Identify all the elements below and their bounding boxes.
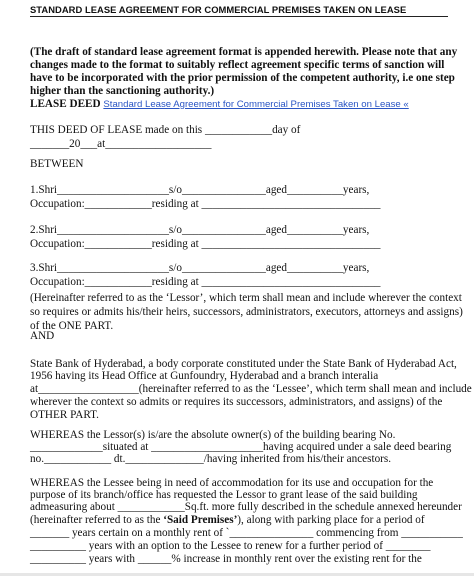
clause-text: (hereinafter referred to as the [30,514,161,526]
party-line: Occupation:____________residing at ________________________________ [30,238,381,250]
whereas-clause: WHEREAS the Lessor(s) is/are the absolute owner(s) of the building bearing No. [30,429,396,441]
lessor-clause: of the ONE PART. [30,320,114,332]
party-line: 1.Shri____________________s/o_______________aged__________years, [30,184,370,196]
said-premises-term: ‘Said Premises’ [163,514,238,526]
deed-line: THIS DEED OF LEASE made on this ____________day of [30,124,301,136]
document-header: STANDARD LEASE AGREEMENT FOR COMMERCIAL PREMISES TAKEN ON LEASE [30,4,407,15]
party-line: 2.Shri____________________s/o_______________aged__________years, [30,224,370,236]
party-line: Occupation:____________residing at ________________________________ [30,198,381,210]
whereas-clause: __________ years with an option to the Lessee to renew for a further period of ________ [30,540,431,552]
note-line: changes made to the format to suitably reflect agreement specific terms of sanction will [30,59,445,71]
party-line: Occupation:____________residing at ________________________________ [30,276,381,288]
lease-deed-link[interactable]: Standard Lease Agreement for Commercial Premises Taken on Lease « [103,99,409,110]
whereas-clause: __________ years with ______% increase in monthly rent over the existing rent for the [30,553,422,565]
whereas-clause [30,514,425,527]
and-heading: AND [30,330,55,342]
lessee-clause: wherever the context so admits or requires its successors, administrators, and assigns) of the [30,396,443,408]
lessee-clause: OTHER PART. [30,409,99,421]
header-divider [30,16,448,17]
between-heading: BETWEEN [30,158,84,170]
whereas-clause: WHEREAS the Lessee being in need of accommodation for its use and occupation for the [30,477,434,489]
deed-line: _______20___at___________________ [30,138,212,150]
lessor-clause: (Hereinafter referred to as the ‘Lessor’, which term shall mean and include wherever the context [30,292,462,304]
lessee-clause: State Bank of Hyderabad, a body corporate constituted under the State Bank of Hyderabad Act, [30,358,457,370]
clause-text: ), along with parking place for a period of [237,514,425,526]
lessee-clause: 1956 having its Head Office at Gunfoundry, Hyderabad and a branch interalia [30,370,379,382]
whereas-clause: purpose of its branch/office has requested the Lessor to grant lease of the said building [30,489,418,501]
lease-deed-label: LEASE DEED [30,98,101,110]
whereas-clause: admeasuring about ____________Sq.ft. more fully described in the schedule annexed hereunder [30,501,462,513]
lessor-clause: so requires or admits his/their heirs, successors, administrators, executors, attorneys and assigns) [30,306,463,318]
note-line: (The draft of standard lease agreement format is appended herewith. Please note that any [30,46,458,58]
lessee-clause: at__________________(hereinafter referred to as the ‘Lessee’, which term shall mean and include [30,383,472,395]
note-line: have to be incorporated with the prior permission of the competent authority, i.e one step [30,72,455,84]
whereas-clause: _____________situated at ____________________having acquired under a sale deed bearing [30,441,452,453]
whereas-clause: _______ years certain on a monthly rent of `_______________ commencing from ___________ [30,527,463,539]
note-line: higher than the sanctioning authority.) [30,85,215,97]
party-line: 3.Shri____________________s/o_______________aged__________years, [30,262,370,274]
lease-deed-line [30,98,409,111]
whereas-clause: no.____________ dt.______________/having inherited from his/their ancestors. [30,453,392,465]
